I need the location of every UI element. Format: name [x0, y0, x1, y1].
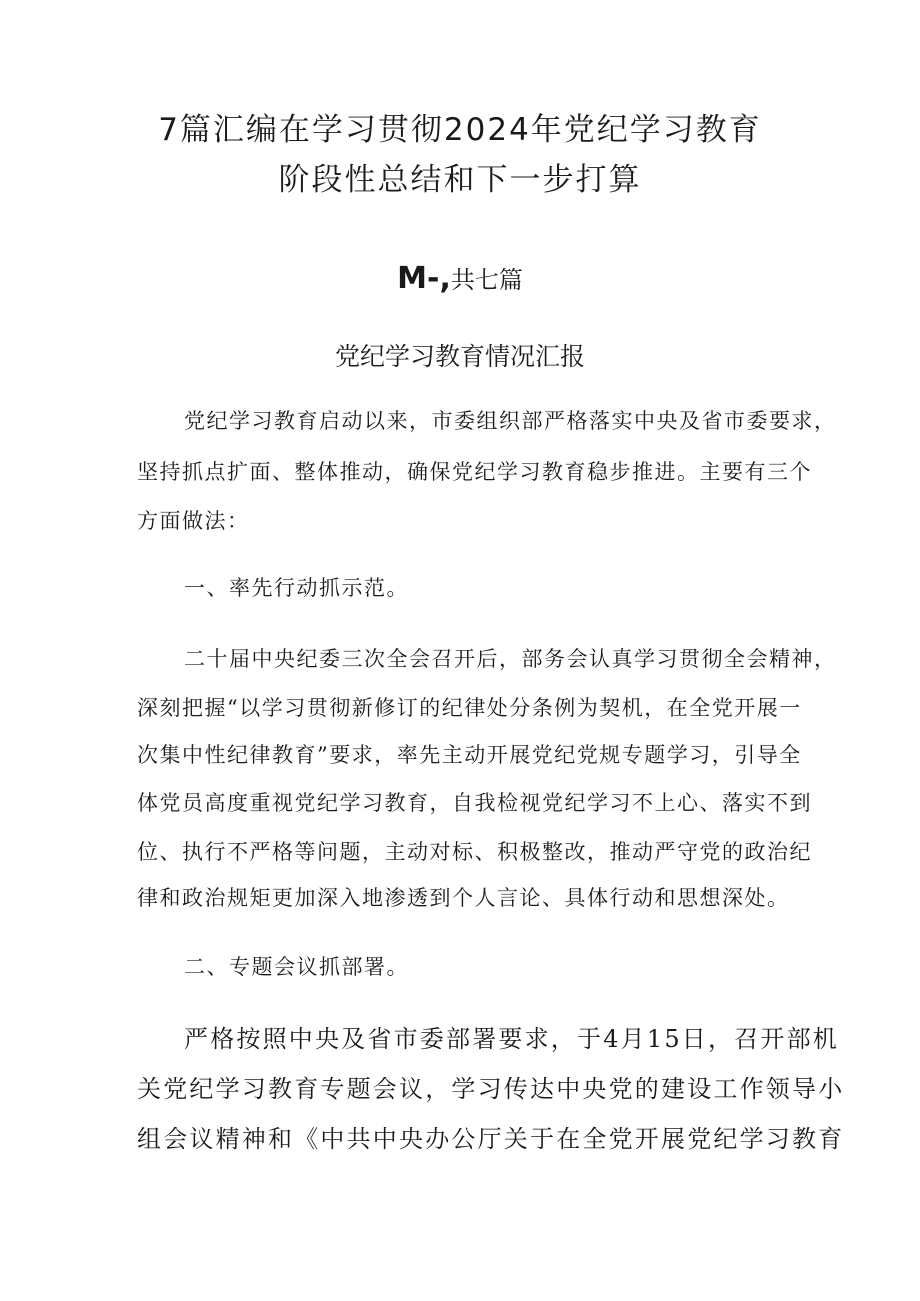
paragraph-line-text: 关党纪学习教育专题会议，学习传达中央党的建设工作领导小 — [137, 1075, 845, 1103]
document-title-line-1: 7篇汇编在学习贯彻2024年党纪学习教育 — [158, 112, 762, 148]
paragraph-line-text: 体党员高度重视党纪学习教育，自我检视党纪学习不上心、落实不到 — [137, 791, 812, 815]
paragraph-line-text: 位、执行不严格等问题，主动对标、积极整改，推动严守党的政治纪 — [137, 840, 812, 864]
section-heading-text: 二、专题会议抓部署。 — [184, 955, 409, 979]
paragraph-line-text: 方面做法： — [137, 509, 250, 533]
document-title-line-2: 阶段性总结和下一步打算 — [278, 162, 642, 198]
paragraph-line-text: 二十届中央纪委三次全会召开后，部务会认真学习贯彻全会精神， — [184, 647, 837, 671]
paragraph-line-text: 坚持抓点扩面、整体推动，确保党纪学习教育稳步推进。主要有三个 — [137, 460, 812, 484]
paragraph-line-text: 律和政治规矩更加深入地渗透到个人言论、具体行动和思想深处。 — [137, 886, 790, 910]
paragraph-line-text: 党纪学习教育启动以来，市委组织部严格落实中央及省市委要求， — [184, 409, 837, 433]
paragraph-line-text: 深刻把握“以学习贯彻新修订的纪律处分条例为契机，在全党开展一 — [137, 696, 802, 720]
section-heading-text: 一、率先行动抓示范。 — [184, 576, 409, 600]
paragraph-line-text: 组会议精神和《中共中央办公厅关于在全党开展党纪学习教育 — [137, 1125, 845, 1153]
paragraph-line-text: 严格按照中央及省市委部署要求，于4月15日，召开部机 — [184, 1025, 840, 1053]
subtitle-prefix: M-, — [397, 261, 451, 296]
document-subtitle — [0, 262, 920, 297]
subtitle-suffix: 共七篇 — [450, 266, 523, 294]
report-title: 党纪学习教育情况汇报 — [334, 342, 585, 371]
paragraph-line-text: 次集中性纪律教育”要求，率先主动开展党纪党规专题学习，引导全 — [137, 743, 802, 767]
